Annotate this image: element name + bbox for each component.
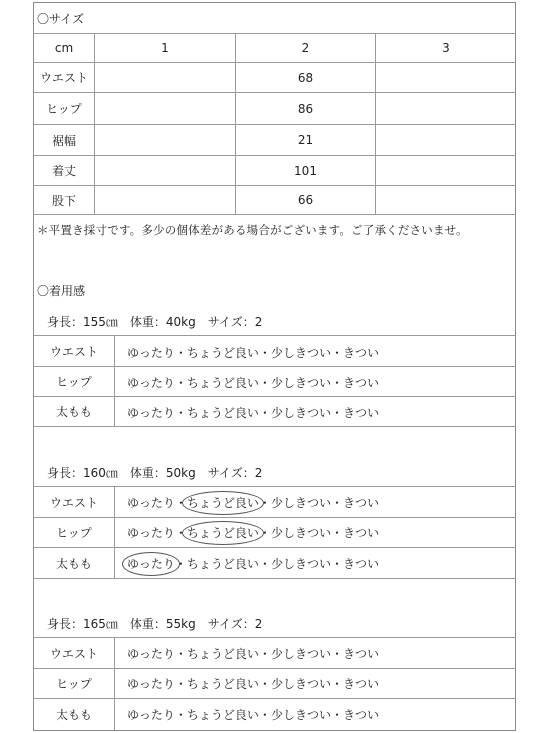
fit-option: ゆったり — [127, 376, 175, 390]
size-row-value-col-1 — [95, 93, 235, 124]
fit-row-label: 太もも — [55, 405, 92, 419]
fit-option: きつい — [342, 496, 379, 510]
size-row-value-col-2: 101 — [294, 163, 317, 178]
fit-option: ゆったり — [127, 496, 175, 510]
fit-option-separator: ・ — [174, 708, 187, 722]
fit-row-label: ヒップ — [56, 526, 92, 540]
size-row-value-col-1 — [95, 186, 235, 214]
fit-option: ちょうど良い — [186, 557, 259, 571]
size-row-value-col-3 — [376, 125, 516, 155]
size-row-value-col-1 — [95, 63, 235, 92]
fit-option: 少しきつい — [270, 406, 331, 420]
fit-option-separator: ・ — [174, 557, 187, 571]
fit-option-separator: ・ — [258, 647, 271, 661]
fit-rating-options — [127, 344, 379, 361]
size-row-value-col-1 — [95, 156, 235, 185]
fit-rating-options — [127, 374, 379, 391]
fit-option-separator: ・ — [330, 406, 343, 420]
fit-option: ちょうど良い — [186, 406, 259, 420]
size-row-value-col-3 — [376, 186, 516, 214]
fit-option: ゆったり — [127, 406, 175, 420]
fit-rating-options — [127, 555, 379, 572]
fit-option-separator: ・ — [258, 526, 271, 540]
fit-option-separator: ・ — [174, 496, 187, 510]
size-row-label: 着丈 — [51, 164, 76, 178]
fit-option: きつい — [342, 526, 379, 540]
measurement-note: ＊平置き採寸です。多少の個体差がある場合がございます。ご了承くださいませ。 — [37, 223, 468, 237]
size-row-value-col-2: 86 — [297, 101, 314, 116]
fit-option-separator: ・ — [174, 406, 187, 420]
fit-rating-options — [127, 675, 379, 692]
fit-option: きつい — [342, 647, 379, 661]
fit-option: きつい — [342, 708, 379, 722]
fit-option-separator: ・ — [330, 526, 343, 540]
fit-option-separator: ・ — [258, 708, 271, 722]
fit-option-separator: ・ — [330, 708, 343, 722]
fit-option: 少しきつい — [270, 647, 331, 661]
fit-option: ちょうど良い — [186, 376, 259, 390]
fit-option: ちょうど良い — [186, 346, 259, 360]
fit-option-separator: ・ — [258, 677, 271, 691]
fit-rating-options — [127, 404, 379, 421]
fit-option-separator: ・ — [330, 677, 343, 691]
selection-circle-icon — [182, 491, 264, 515]
fit-model-info: 身長：165㎝ 体重：55kg サイズ：2 — [47, 617, 263, 631]
size-row-label: ウエスト — [39, 71, 88, 85]
fit-option-selected: ゆったり — [127, 557, 175, 571]
size-row-value-col-3 — [376, 93, 516, 124]
fit-model-info: 身長：155㎝ 体重：40kg サイズ：2 — [47, 315, 263, 329]
fit-option-separator: ・ — [330, 496, 343, 510]
fit-option: きつい — [342, 346, 379, 360]
size-row-value-col-2: 66 — [297, 193, 314, 207]
size-header-col-3: 3 — [442, 41, 450, 55]
fit-option-separator: ・ — [258, 406, 271, 420]
fit-model-info: 身長：160㎝ 体重：50kg サイズ：2 — [47, 466, 263, 480]
fit-option: ゆったり — [127, 647, 175, 661]
size-row-value-col-3 — [376, 63, 516, 92]
fit-option-separator: ・ — [330, 557, 343, 571]
fit-option-separator: ・ — [258, 376, 271, 390]
fit-option-separator: ・ — [330, 376, 343, 390]
fit-option: 少しきつい — [270, 526, 331, 540]
size-row-value-col-2: 68 — [297, 70, 314, 85]
fit-option: きつい — [342, 406, 379, 420]
fit-row-label: 太もも — [55, 708, 92, 722]
fit-option: ゆったり — [127, 346, 175, 360]
fit-option: きつい — [342, 677, 379, 691]
fit-option-separator: ・ — [174, 346, 187, 360]
fit-rating-options — [127, 494, 379, 511]
size-section-title: 〇サイズ — [37, 12, 85, 26]
fit-option-separator: ・ — [258, 557, 271, 571]
fit-option: 少しきつい — [270, 346, 331, 360]
fit-option: ちょうど良い — [186, 677, 259, 691]
fit-option: きつい — [342, 557, 379, 571]
fit-option: 少しきつい — [270, 557, 331, 571]
fit-rating-options — [127, 645, 379, 662]
fit-option-separator: ・ — [174, 677, 187, 691]
fit-row-label: ヒップ — [56, 677, 92, 691]
size-header-col-2: 2 — [301, 41, 310, 55]
fit-option: ゆったり — [127, 526, 175, 540]
size-row-value-col-3 — [376, 156, 516, 185]
fit-option: 少しきつい — [270, 496, 331, 510]
fit-section-title: 〇着用感 — [37, 284, 86, 298]
size-row-value-col-1 — [95, 125, 235, 155]
fit-option: ゆったり — [127, 708, 175, 722]
selection-circle-icon — [122, 552, 180, 576]
fit-option: 少しきつい — [270, 677, 331, 691]
fit-row-label: ヒップ — [56, 375, 92, 389]
size-row-value-col-2: 21 — [297, 133, 314, 147]
fit-option-separator: ・ — [330, 346, 343, 360]
fit-option-separator: ・ — [174, 526, 187, 540]
fit-rating-options — [127, 706, 379, 723]
fit-option: ゆったり — [127, 677, 175, 691]
size-row-label: ヒップ — [46, 102, 82, 116]
fit-option: 少しきつい — [270, 708, 331, 722]
size-row-label: 股下 — [51, 193, 76, 208]
fit-row-label: 太もも — [55, 556, 92, 571]
fit-row-label: ウエスト — [49, 646, 98, 661]
fit-option: きつい — [342, 376, 379, 390]
fit-option-selected: ちょうど良い — [187, 496, 259, 510]
fit-row-label: ウエスト — [49, 344, 98, 359]
fit-option-separator: ・ — [330, 647, 343, 661]
fit-option-selected: ちょうど良い — [187, 526, 259, 540]
fit-option: ちょうど良い — [186, 647, 259, 661]
size-row-label: 裾幅 — [51, 133, 76, 148]
selection-circle-icon — [182, 521, 264, 545]
fit-option-separator: ・ — [258, 496, 271, 510]
size-header-col-1: 1 — [161, 41, 169, 55]
fit-option: ちょうど良い — [186, 708, 259, 722]
fit-row-label: ウエスト — [49, 495, 98, 510]
fit-option: 少しきつい — [270, 376, 331, 390]
size-header-unit: cm — [54, 41, 74, 55]
fit-option-separator: ・ — [258, 346, 271, 360]
fit-option-separator: ・ — [174, 376, 187, 390]
fit-option-separator: ・ — [174, 647, 187, 661]
fit-rating-options — [127, 524, 379, 541]
